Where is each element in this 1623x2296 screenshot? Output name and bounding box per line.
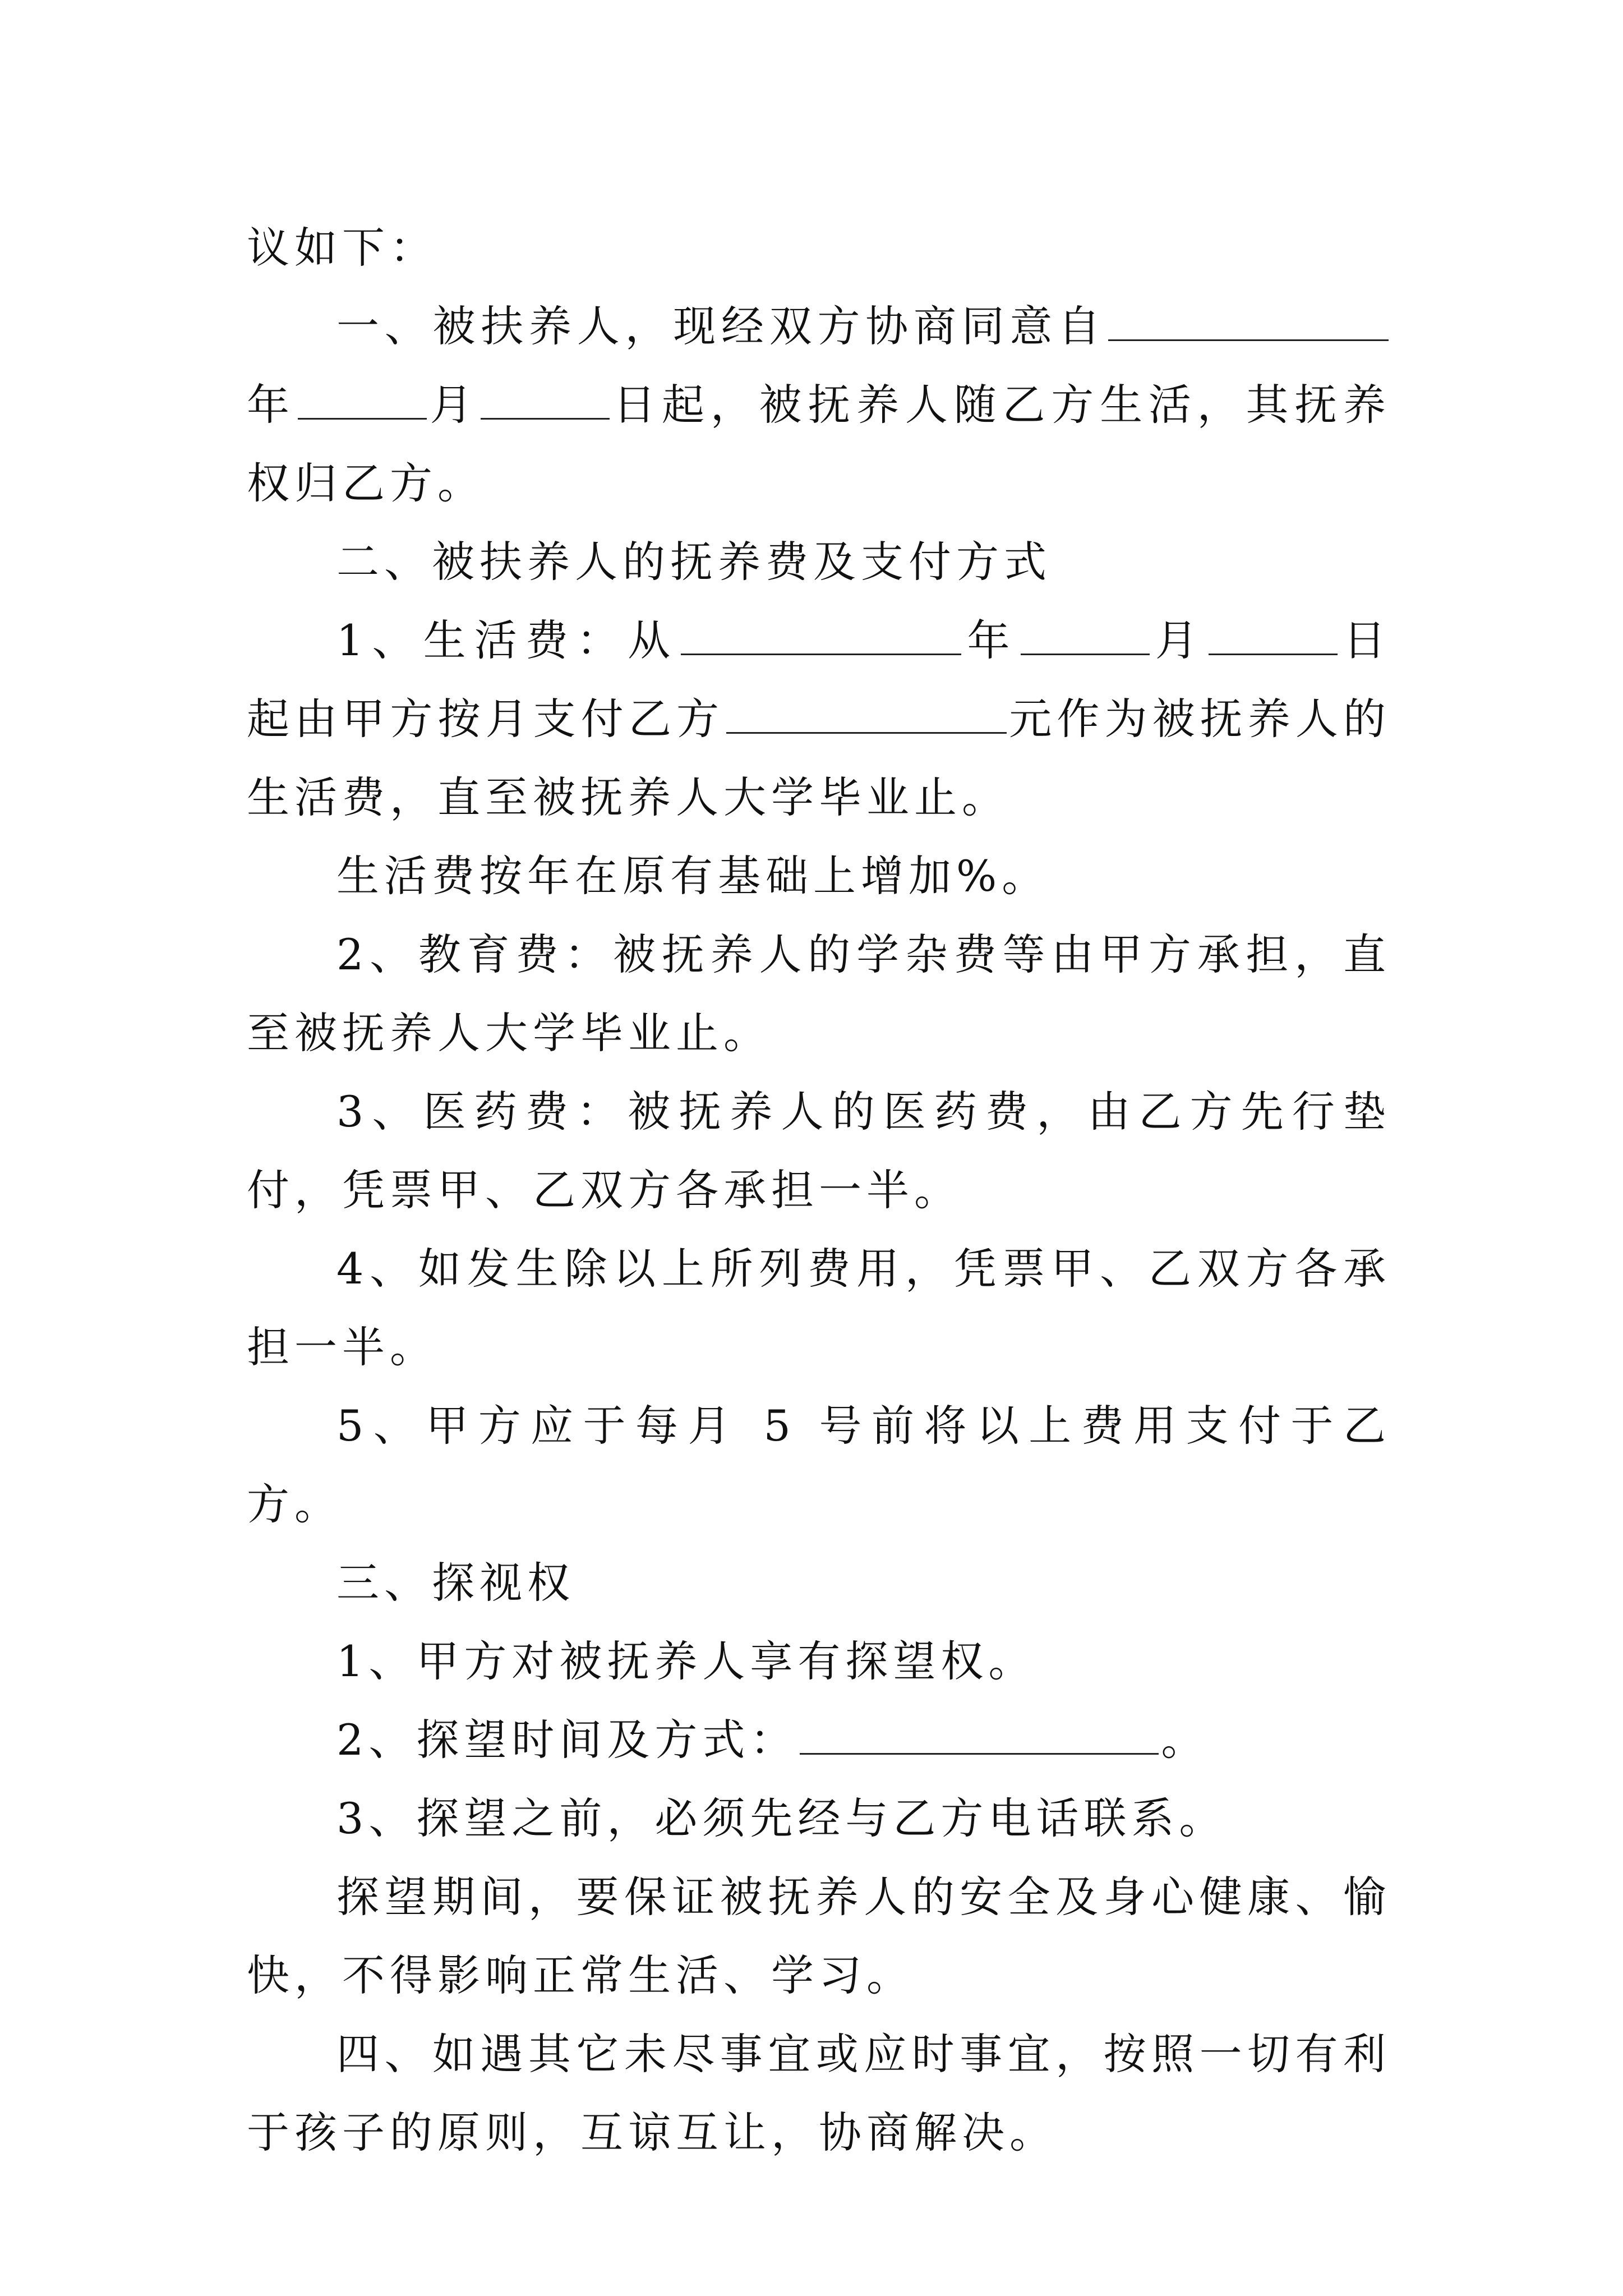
paragraph-text: 探望期间，要保证被抚养人的安全及身心健康、愉快，不得影响正常生活、学习。	[247, 1872, 1391, 2000]
paragraph-visit-safety	[247, 1858, 1391, 2015]
paragraph-text: 1、生活费：从	[336, 615, 679, 665]
paragraph-text: 日起，被抚养人随乙方生活，其抚养权归乙方。	[247, 380, 1391, 508]
paragraph-text: 3、探望之前，必须先经与乙方电话联系。	[336, 1793, 1227, 1843]
paragraph-visit-time	[247, 1701, 1391, 1779]
paragraph-visit-contact	[247, 1779, 1391, 1858]
paragraph-living-expenses	[247, 601, 1391, 837]
blank-day-field[interactable]	[1209, 619, 1338, 655]
paragraph-opening	[247, 209, 1391, 287]
paragraph-payment-date	[247, 1387, 1391, 1544]
paragraph-text: 2、教育费：被抚养人的学杂费等由甲方承担，直至被抚养人大学毕业止。	[247, 930, 1391, 1058]
paragraph-text: 生活费按年在原有基础上增加%。	[336, 851, 1050, 901]
paragraph-text: 元作为被抚养人的生活费，直至被抚养人大学毕业止。	[247, 694, 1391, 822]
paragraph-other-costs	[247, 1230, 1391, 1387]
paragraph-education	[247, 915, 1391, 1073]
paragraph-text: 3、医药费：被抚养人的医药费，由乙方先行垫付，凭票甲、乙双方各承担一半。	[247, 1087, 1391, 1215]
paragraph-text: 1、甲方对被抚养人享有探望权。	[336, 1636, 1036, 1686]
paragraph-visit-right	[247, 1622, 1391, 1701]
paragraph-text: 月	[428, 380, 479, 430]
document-body	[247, 209, 1391, 2172]
blank-day-field[interactable]	[481, 383, 610, 420]
blank-visit-method-field[interactable]	[800, 1718, 1159, 1755]
blank-year-field[interactable]	[1108, 305, 1389, 341]
blank-month-field[interactable]	[298, 383, 427, 420]
paragraph-text: 年	[963, 615, 1018, 665]
paragraph-text: 4、如发生除以上所列费用，凭票甲、乙双方各承担一半。	[247, 1244, 1391, 1372]
blank-month-field[interactable]	[1021, 619, 1150, 655]
paragraph-text: 四、如遇其它未尽事宜或应时事宜，按照一切有利于孩子的原则，互谅互让，协商解决。	[247, 2029, 1391, 2157]
paragraph-medical	[247, 1073, 1391, 1230]
section-heading-2	[247, 523, 1391, 601]
blank-year-field[interactable]	[681, 619, 961, 655]
paragraph-text: 。	[1161, 1715, 1209, 1765]
heading-text: 二、被扶养人的抚养费及支付方式	[336, 537, 1052, 587]
paragraph-text: 5、甲方应于每月 5 号前将以上费用支付于乙方。	[247, 1401, 1391, 1529]
paragraph-text: 年	[247, 380, 296, 430]
paragraph-text: 一、被扶养人，现经双方协商同意自	[336, 301, 1106, 351]
paragraph-text: 日起由甲方按月支付乙方	[247, 615, 1391, 744]
section-heading-3	[247, 1544, 1391, 1622]
paragraph-clause-1	[247, 287, 1391, 523]
paragraph-text: 议如下：	[247, 223, 437, 273]
paragraph-text: 月	[1151, 615, 1206, 665]
heading-text: 三、探视权	[336, 1558, 575, 1608]
blank-amount-field[interactable]	[726, 697, 1007, 734]
paragraph-text: 2、探望时间及方式：	[336, 1715, 798, 1765]
paragraph-clause-4	[247, 2015, 1391, 2172]
paragraph-increase	[247, 837, 1391, 915]
